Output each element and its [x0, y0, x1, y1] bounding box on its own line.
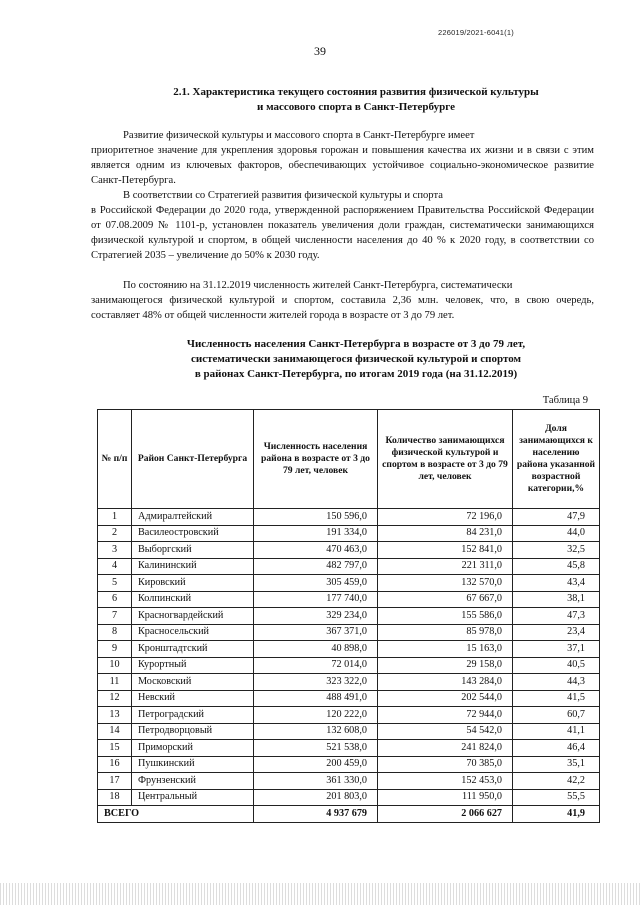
cell-share: 32,5 [513, 542, 600, 559]
table-row [98, 740, 600, 757]
table-row [98, 591, 600, 608]
table-title-line: систематически занимающегося физической культурой и спортом [190, 352, 522, 365]
paragraph [91, 188, 594, 263]
cell-num: 3 [98, 542, 132, 559]
cell-active: 241 824,0 [378, 740, 513, 757]
cell-district: Приморский [132, 740, 254, 757]
cell-district: Петроградский [132, 707, 254, 724]
cell-active: 152 841,0 [378, 542, 513, 559]
cell-district: Центральный [132, 789, 254, 806]
cell-share: 37,1 [513, 641, 600, 658]
cell-share: 47,9 [513, 509, 600, 526]
cell-district: Пушкинский [132, 756, 254, 773]
cell-district: Калининский [132, 558, 254, 575]
cell-population: 177 740,0 [254, 591, 378, 608]
cell-population: 488 491,0 [254, 690, 378, 707]
section-title-line: и массового спорта в Санкт-Петербурге [257, 101, 455, 113]
cell-active: 72 944,0 [378, 707, 513, 724]
page-number: 39 [314, 44, 326, 58]
cell-population: 150 596,0 [254, 509, 378, 526]
scan-edge [0, 883, 640, 905]
cell-num: 18 [98, 789, 132, 806]
paragraph [91, 128, 594, 188]
header-num: № п/п [98, 410, 132, 509]
cell-population: 132 608,0 [254, 723, 378, 740]
table-row [98, 525, 600, 542]
cell-population: 200 459,0 [254, 756, 378, 773]
cell-population: 521 538,0 [254, 740, 378, 757]
cell-share: 47,3 [513, 608, 600, 625]
district-table [97, 409, 600, 823]
paragraph-first-line: В соответствии со Стратегией развития физической культуры и спорта [123, 190, 443, 201]
table-title [96, 337, 616, 381]
cell-active: 15 163,0 [378, 641, 513, 658]
cell-num: 11 [98, 674, 132, 691]
cell-num: 8 [98, 624, 132, 641]
cell-share: 23,4 [513, 624, 600, 641]
paragraph [91, 278, 594, 323]
cell-active: 70 385,0 [378, 756, 513, 773]
paragraph-text: в Российской Федерации до 2020 года, утвержденной распоряжением Правительства Российской Федерации от 07.08.2009 № 1101-р, установлен показатель увеличения доли граждан, систематически занимающихся физической культурой и спортом, в общей численности населения до 40 % к 2020 году, в соответствии со Стратегией 2035 – увеличение до 50% к 2030 году. [91, 205, 594, 262]
cell-share: 40,5 [513, 657, 600, 674]
cell-district: Кировский [132, 575, 254, 592]
total-share: 41,9 [513, 806, 600, 823]
cell-active: 152 453,0 [378, 773, 513, 790]
cell-district: Фрунзенский [132, 773, 254, 790]
table-row [98, 690, 600, 707]
table-row [98, 723, 600, 740]
table-label: Таблица 9 [542, 395, 588, 406]
table-header-row [98, 410, 600, 509]
cell-population: 470 463,0 [254, 542, 378, 559]
cell-population: 201 803,0 [254, 789, 378, 806]
cell-population: 120 222,0 [254, 707, 378, 724]
cell-active: 54 542,0 [378, 723, 513, 740]
cell-district: Кронштадтский [132, 641, 254, 658]
cell-district: Выборгский [132, 542, 254, 559]
cell-active: 67 667,0 [378, 591, 513, 608]
cell-share: 43,4 [513, 575, 600, 592]
table-row [98, 707, 600, 724]
table-row [98, 773, 600, 790]
cell-population: 361 330,0 [254, 773, 378, 790]
cell-share: 44,3 [513, 674, 600, 691]
paragraph-first-line: По состоянию на 31.12.2019 численность жителей Санкт-Петербурга, систематически [123, 280, 513, 291]
cell-share: 46,4 [513, 740, 600, 757]
cell-share: 60,7 [513, 707, 600, 724]
table-row [98, 542, 600, 559]
cell-district: Московский [132, 674, 254, 691]
cell-share: 45,8 [513, 558, 600, 575]
cell-district: Курортный [132, 657, 254, 674]
cell-active: 155 586,0 [378, 608, 513, 625]
table-row [98, 789, 600, 806]
paragraph-text: приоритетное значение для укрепления здоровья горожан и повышения качества их жизни и в связи с этим является одним из ключевых факторов, обеспечивающих устойчивое социально-экономическое развитие Санкт-Петербурга. [91, 145, 594, 187]
cell-active: 72 196,0 [378, 509, 513, 526]
cell-active: 84 231,0 [378, 525, 513, 542]
cell-district: Петродворцовый [132, 723, 254, 740]
header-population: Численность населения района в возрасте от 3 до 79 лет, человек [254, 410, 378, 509]
cell-share: 38,1 [513, 591, 600, 608]
cell-num: 14 [98, 723, 132, 740]
table-title-line: в районах Санкт-Петербурга, по итогам 2019 года (на 31.12.2019) [194, 367, 518, 380]
paragraph-text: занимающегося физической культурой и спортом, составила 2,36 млн. человек, что, в свою очередь, составляет 48% от общей численности жителей города в возрасте от 3 до 79 лет. [91, 295, 594, 322]
cell-num: 12 [98, 690, 132, 707]
cell-num: 9 [98, 641, 132, 658]
cell-num: 4 [98, 558, 132, 575]
table-row [98, 624, 600, 641]
cell-num: 6 [98, 591, 132, 608]
cell-population: 305 459,0 [254, 575, 378, 592]
cell-population: 323 322,0 [254, 674, 378, 691]
cell-active: 202 544,0 [378, 690, 513, 707]
cell-share: 55,5 [513, 789, 600, 806]
table-row [98, 575, 600, 592]
table-row [98, 641, 600, 658]
table-row [98, 509, 600, 526]
table-row [98, 657, 600, 674]
table-row [98, 558, 600, 575]
cell-share: 35,1 [513, 756, 600, 773]
cell-active: 111 950,0 [378, 789, 513, 806]
cell-population: 72 014,0 [254, 657, 378, 674]
cell-num: 7 [98, 608, 132, 625]
header-district: Район Санкт-Петербурга [132, 410, 254, 509]
total-row [98, 806, 600, 823]
table-row [98, 608, 600, 625]
cell-active: 29 158,0 [378, 657, 513, 674]
cell-population: 40 898,0 [254, 641, 378, 658]
cell-num: 5 [98, 575, 132, 592]
cell-num: 17 [98, 773, 132, 790]
cell-active: 143 284,0 [378, 674, 513, 691]
cell-num: 16 [98, 756, 132, 773]
cell-share: 41,1 [513, 723, 600, 740]
cell-district: Красносельский [132, 624, 254, 641]
cell-population: 191 334,0 [254, 525, 378, 542]
cell-district: Колпинский [132, 591, 254, 608]
paragraph-first-line: Развитие физической культуры и массового спорта в Санкт-Петербурге имеет [123, 130, 475, 141]
table-title-line: Численность населения Санкт-Петербурга в возрасте от 3 до 79 лет, [186, 338, 526, 350]
cell-num: 13 [98, 707, 132, 724]
total-active: 2 066 627 [378, 806, 513, 823]
cell-share: 41,5 [513, 690, 600, 707]
document-id: 226019/2021-6041(1) [438, 28, 514, 37]
header-active: Количество занимающихся физической культурой и спортом в возрасте от 3 до 79 лет, человек [378, 410, 513, 509]
table-row [98, 756, 600, 773]
cell-num: 2 [98, 525, 132, 542]
cell-district: Красногвардейский [132, 608, 254, 625]
cell-num: 15 [98, 740, 132, 757]
cell-active: 132 570,0 [378, 575, 513, 592]
header-share: Доля занимающихся к населению района указанной возрастной категории,% [513, 410, 600, 509]
cell-district: Адмиралтейский [132, 509, 254, 526]
section-title-line: 2.1. Характеристика текущего состояния развития физической культуры [173, 86, 539, 98]
cell-population: 367 371,0 [254, 624, 378, 641]
cell-active: 221 311,0 [378, 558, 513, 575]
total-population: 4 937 679 [254, 806, 378, 823]
total-label: ВСЕГО [98, 806, 254, 823]
cell-district: Невский [132, 690, 254, 707]
cell-population: 329 234,0 [254, 608, 378, 625]
cell-active: 85 978,0 [378, 624, 513, 641]
table-row [98, 674, 600, 691]
cell-population: 482 797,0 [254, 558, 378, 575]
cell-num: 10 [98, 657, 132, 674]
section-title [96, 85, 616, 115]
cell-num: 1 [98, 509, 132, 526]
cell-share: 42,2 [513, 773, 600, 790]
cell-district: Василеостровский [132, 525, 254, 542]
cell-share: 44,0 [513, 525, 600, 542]
